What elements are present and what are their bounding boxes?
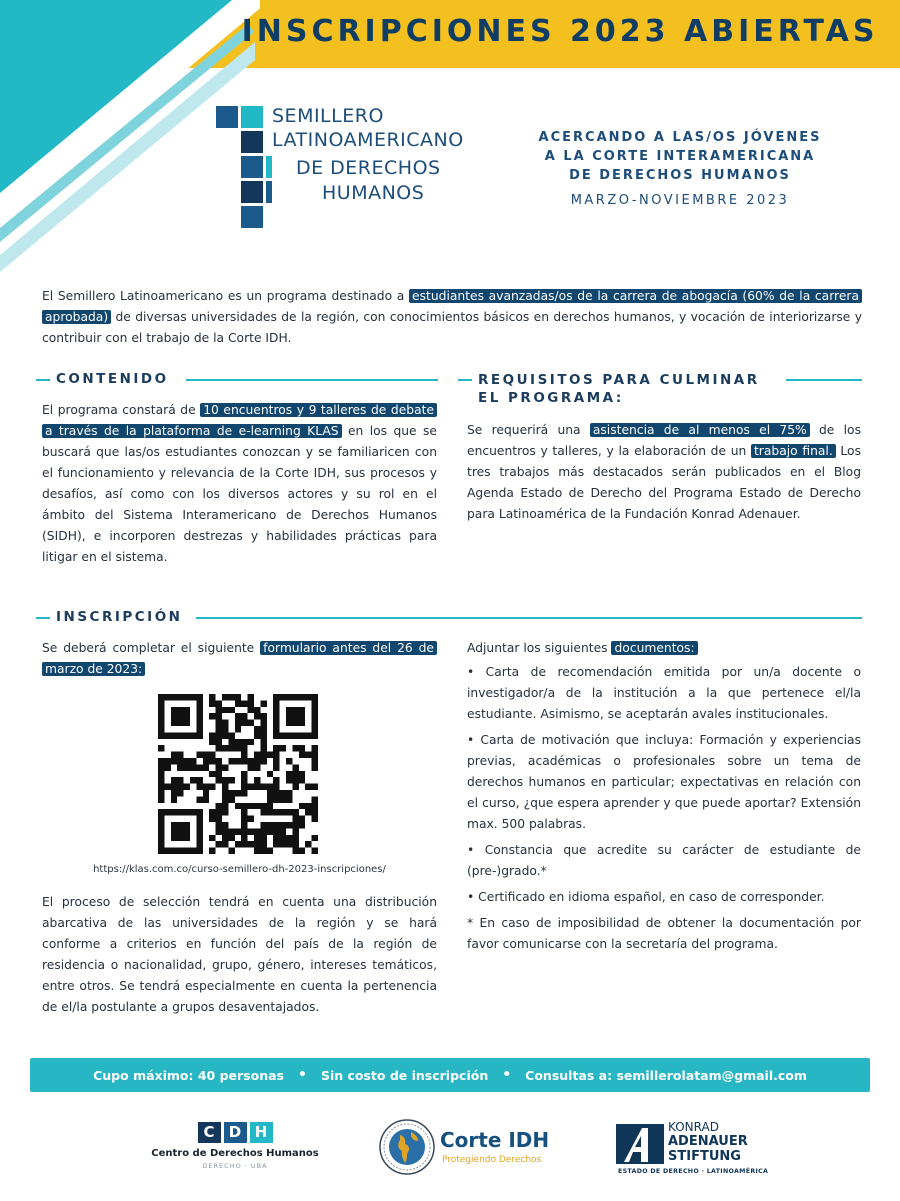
cdh-letter-d: D [224,1122,247,1143]
requisitos-rule-left [458,379,472,381]
inscripcion-heading: INSCRIPCIÓN [56,609,183,625]
requisitos-heading-line-2: EL PROGRAMA: [478,390,624,406]
requisitos-rule-right [786,379,862,381]
logo-line-3: DE DERECHOS [296,157,441,179]
requisitos-heading-line-1: REQUISITOS PARA CULMINAR [478,372,760,388]
cdh-logo [150,1122,320,1182]
form-url[interactable]: https://klas.com.co/curso-semillero-dh-2023-inscripciones/ [93,864,386,875]
qr-code-icon[interactable] [158,694,318,854]
semillero-logo [212,104,492,239]
cdh-letters [198,1122,273,1143]
contenido-highlight: 10 encuentros y 9 talleres de debate a través de la plataforma de e-learning KLAS [42,403,437,438]
intro-paragraph [42,286,862,349]
requisitos-text-1: Se requerirá una [467,423,590,437]
konrad-adenauer-logo [616,1118,786,1180]
cupo-text: Cupo máximo: 40 personas [93,1067,284,1083]
separator-dot-2: • [502,1067,512,1083]
requisitos-text-2: de los encuentros y talleres, y la elaboración de un [467,423,861,458]
logo-line-4: HUMANOS [322,182,425,204]
documentos-intro-text: Adjuntar los siguientes [467,641,612,655]
program-dates: MARZO-NOVIEMBRE 2023 [570,193,790,208]
contenido-rule-left [36,379,50,381]
requisitos-highlight-1: asistencia de al menos el 75% [590,423,810,437]
logo-line-1: SEMILLERO [272,105,384,127]
separator-dot-1: • [297,1067,307,1083]
intro-text-2: de diversas universidades de la región, con conocimientos básicos en derechos humanos, y vocación de interiorizarse y contribuir con el trabajo de la Corte IDH. [42,310,862,345]
consultas-email[interactable]: Consultas a: semillerolatam@gmail.com [525,1067,807,1083]
documento-item-4: • Certificado en idioma español, en caso de corresponder. [467,890,825,904]
inscripcion-text-1: Se deberá completar el siguiente [42,641,261,655]
tagline-line-1: ACERCANDO A LAS/OS JÓVENES [538,130,822,145]
cdh-letter-h: H [250,1122,273,1143]
documento-item-5: * En caso de imposibilidad de obtener la documentación por favor comunicarse con la secretaría del programa. [467,916,861,951]
cdh-name: Centro de Derechos Humanos [151,1148,319,1159]
tagline-line-3: DE DERECHOS HUMANOS [569,168,791,183]
kas-line-2: ADENAUER [668,1134,748,1149]
kas-line-1: KONRAD [668,1120,719,1134]
inscripcion-rule-left [36,617,50,619]
corte-idh-subtitle: Protegiendo Derechos [442,1155,542,1165]
requisitos-paragraph [467,420,861,525]
documento-item-2: • Carta de motivación que incluya: Formación y experiencias previas, académicas o profesionales sobre un tema de derechos humanos en particular; expectativas en relación con el curso, ¿que espera aprender y que puede aportar? Extensión max. 500 palabras. [467,733,861,831]
cdh-letter-c: C [198,1122,221,1143]
contenido-text-1: El programa constará de [42,403,201,417]
corte-idh-name: Corte IDH [440,1128,550,1152]
inscripcion-paragraph [42,638,437,680]
intro-text-1: El Semillero Latinoamericano es un programa destinado a [42,289,410,303]
page-title: INSCRIPCIONES 2023 ABIERTAS [241,14,879,49]
documento-item-3: • Constancia que acredite su carácter de estudiante de (pre-)grado.* [467,843,861,878]
costo-text: Sin costo de inscripción [320,1067,489,1083]
footer-info-band [30,1058,870,1092]
kas-subtitle: ESTADO DE DERECHO · LATINOAMÉRICA [618,1168,769,1175]
requisitos-text-3: Los tres trabajos más destacados serán publicados en el Blog Agenda Estado de Derecho del Programa Estado de Derecho para Latinoamérica de la Fundación Konrad Adenauer. [467,444,861,521]
inscripcion-highlight: formulario antes del 26 de marzo de 2023: [42,641,437,676]
logo-squares-icon [212,104,272,234]
inscripcion-rule-right [196,617,862,619]
kas-line-3: STIFTUNG [668,1149,741,1164]
requisitos-highlight-2: trabajo final. [751,444,836,458]
globe-seal-icon [378,1118,436,1176]
tagline [505,128,855,185]
documentos-highlight: documentos: [611,641,697,655]
seleccion-paragraph: El proceso de selección tendrá en cuenta una distribución abarcativa de las universidades de la región y se hará conforme a criterios en función del país de la región de residencia o nacionalidad, grupo, género, intereses temáticos, entre otros. Se tendrá especialmente en cuenta la pertenencia de el/la postulante a grupos desaventajados. [42,895,437,1014]
contenido-paragraph [42,400,437,568]
requisitos-heading [478,371,760,407]
contenido-heading: CONTENIDO [56,371,169,387]
documentos-list [467,638,861,960]
cdh-subtitle: DERECHO · UBA [202,1162,268,1170]
tagline-line-2: A LA CORTE INTERAMERICANA [544,149,816,164]
contenido-rule-right [186,379,438,381]
corte-idh-logo [378,1116,578,1178]
contenido-text-2: en los que se buscará que las/os estudiantes conozcan y se familiaricen con el funcionamiento y relevancia de la Corte IDH, sus procesos y desafíos, así como con los diversos actores y su rol en el ámbito del Sistema Interamericano de Derechos Humanos (SIDH), e incorporen destrezas y habilidades prácticas para litigar en el sistema. [42,424,437,564]
documento-item-1: • Carta de recomendación emitida por un/a docente o investigador/a de la institución a la que pertenece el/la estudiante. Asimismo, se aceptarán avales institucionales. [467,665,861,721]
kas-mark-icon [616,1124,664,1164]
documentos-intro [467,638,861,659]
intro-highlight: estudiantes avanzadas/os de la carrera de abogacía (60% de la carrera aprobada) [42,289,862,324]
logo-line-2: LATINOAMERICANO [272,129,464,151]
